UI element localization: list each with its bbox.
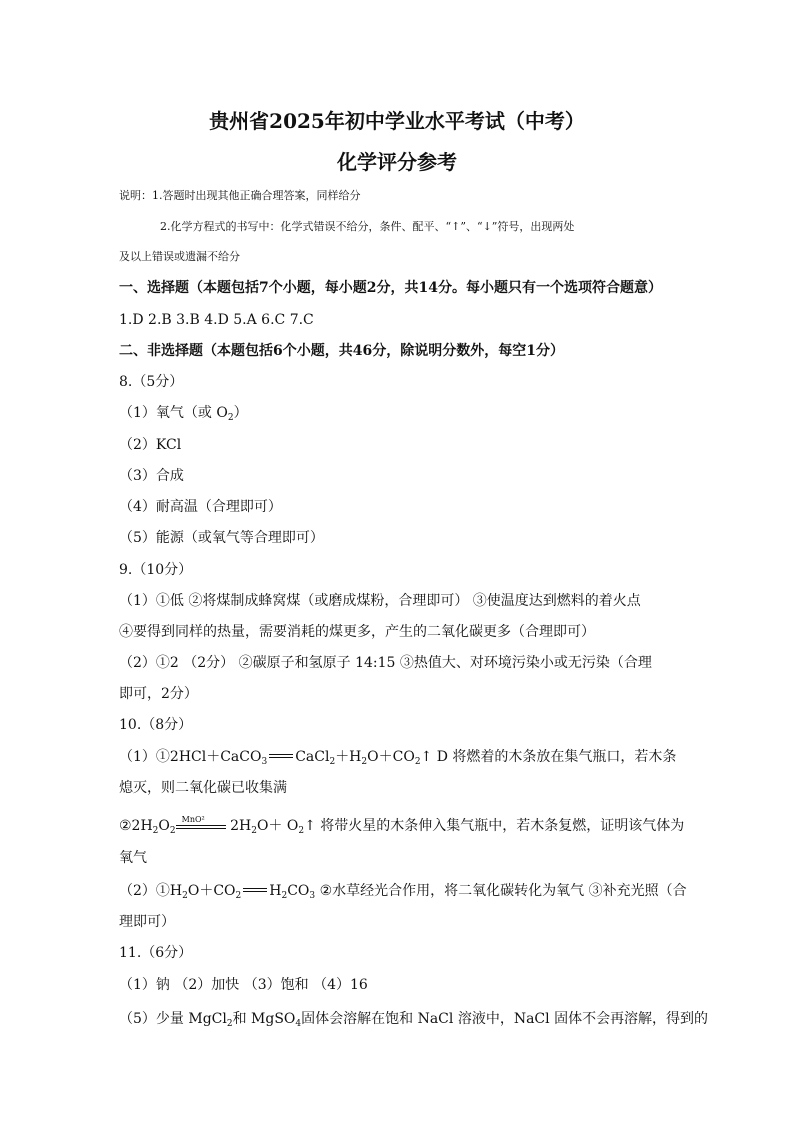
equals-sign — [241, 888, 269, 894]
q8-answer-5: （5）能源（或氧气等合理即可） — [119, 530, 324, 546]
q10-heading: 10.（8分） — [119, 717, 193, 733]
q9-line-1: （1）①低 ②将煤制成蜂窝煤（或磨成煤粉，合理即可） ③使温度达到燃料的着火点 — [119, 593, 641, 609]
q9-line-4: 即可，2分） — [119, 686, 198, 702]
q10-line-2: 熄灭，则二氧化碳已收集满 — [119, 780, 287, 796]
q9-line-2: ④要得到同样的热量，需要消耗的煤更多，产生的二氧化碳更多（合理即可） — [119, 624, 595, 640]
q8-heading: 8.（5分） — [119, 374, 184, 390]
q10-line-6: 理即可） — [119, 914, 175, 930]
note-line-1: 说明：1.答题时出现其他正确合理答案，同样给分 — [119, 189, 361, 202]
q9-line-3: （2）①2 （2分） ②碳原子和氢原子 14:15 ③热值大、对环境污染小或无污染（合理 — [119, 655, 652, 671]
q10-line-5: $(2)①H_2O+CO_2$ $H_2CO_3$ ②水草经光合作用，将二氧化碳转化为氧气 ③补充光照（合 — [119, 883, 687, 901]
catalyst-arrow: MnO² — [176, 819, 226, 833]
q11-line-2: （5）少量 MgCl$_2$和 MgSO$_4$固体会溶解在饱和 NaCl 溶液中，NaCl 固体不会再溶解，得到的 — [119, 1011, 709, 1029]
document-title: 贵州省2025年初中学业水平考试（中考） — [209, 109, 585, 133]
section-2-heading: 二、非选择题（本题包括6个小题，共46分，除说明分数外，每空1分） — [119, 343, 564, 359]
q8-answer-3: （3）合成 — [119, 468, 184, 484]
q8-answer-2: （2）KCl — [119, 437, 182, 453]
q11-heading: 11.（6分） — [119, 945, 193, 961]
q10-line-4: 氧气 — [119, 850, 147, 866]
q10-line-1: （1）①2HCl＋CaCO$_3$ $CaCl_2+H_2O+CO_2↑$ D 将燃着的木条放在集气瓶口，若木条 — [119, 749, 677, 767]
section-1-heading: 一、选择题（本题包括7个小题，每小题2分，共14分。每小题只有一个选项符合题意） — [119, 280, 662, 296]
q9-heading: 9.（10分） — [119, 562, 193, 578]
q8-answer-4: （4）耐高温（合理即可） — [119, 499, 282, 515]
equals-sign — [267, 754, 295, 760]
note-line-2: 2.化学方程式的书写中：化学式错误不给分，条件、配平、“↑”、“↓”符号，出现两处 — [160, 220, 575, 233]
choice-answers: 1.D 2.B 3.B 4.D 5.A 6.C 7.C — [119, 312, 314, 328]
q8-answer-1: （1）氧气（或 $O_2$） — [119, 405, 248, 423]
document-subtitle: 化学评分参考 — [337, 150, 457, 174]
q10-line-3: $②2H_2O_2$ MnO² $2H_2O+$ $O_2↑$ 将带火星的木条伸入集气瓶中，若木条复燃，证明该气体为 — [119, 815, 685, 836]
note-line-3: 及以上错误或遗漏不给分 — [119, 250, 240, 263]
q11-line-1: （1）钠 （2）加快 （3）饱和 （4）16 — [119, 977, 368, 993]
